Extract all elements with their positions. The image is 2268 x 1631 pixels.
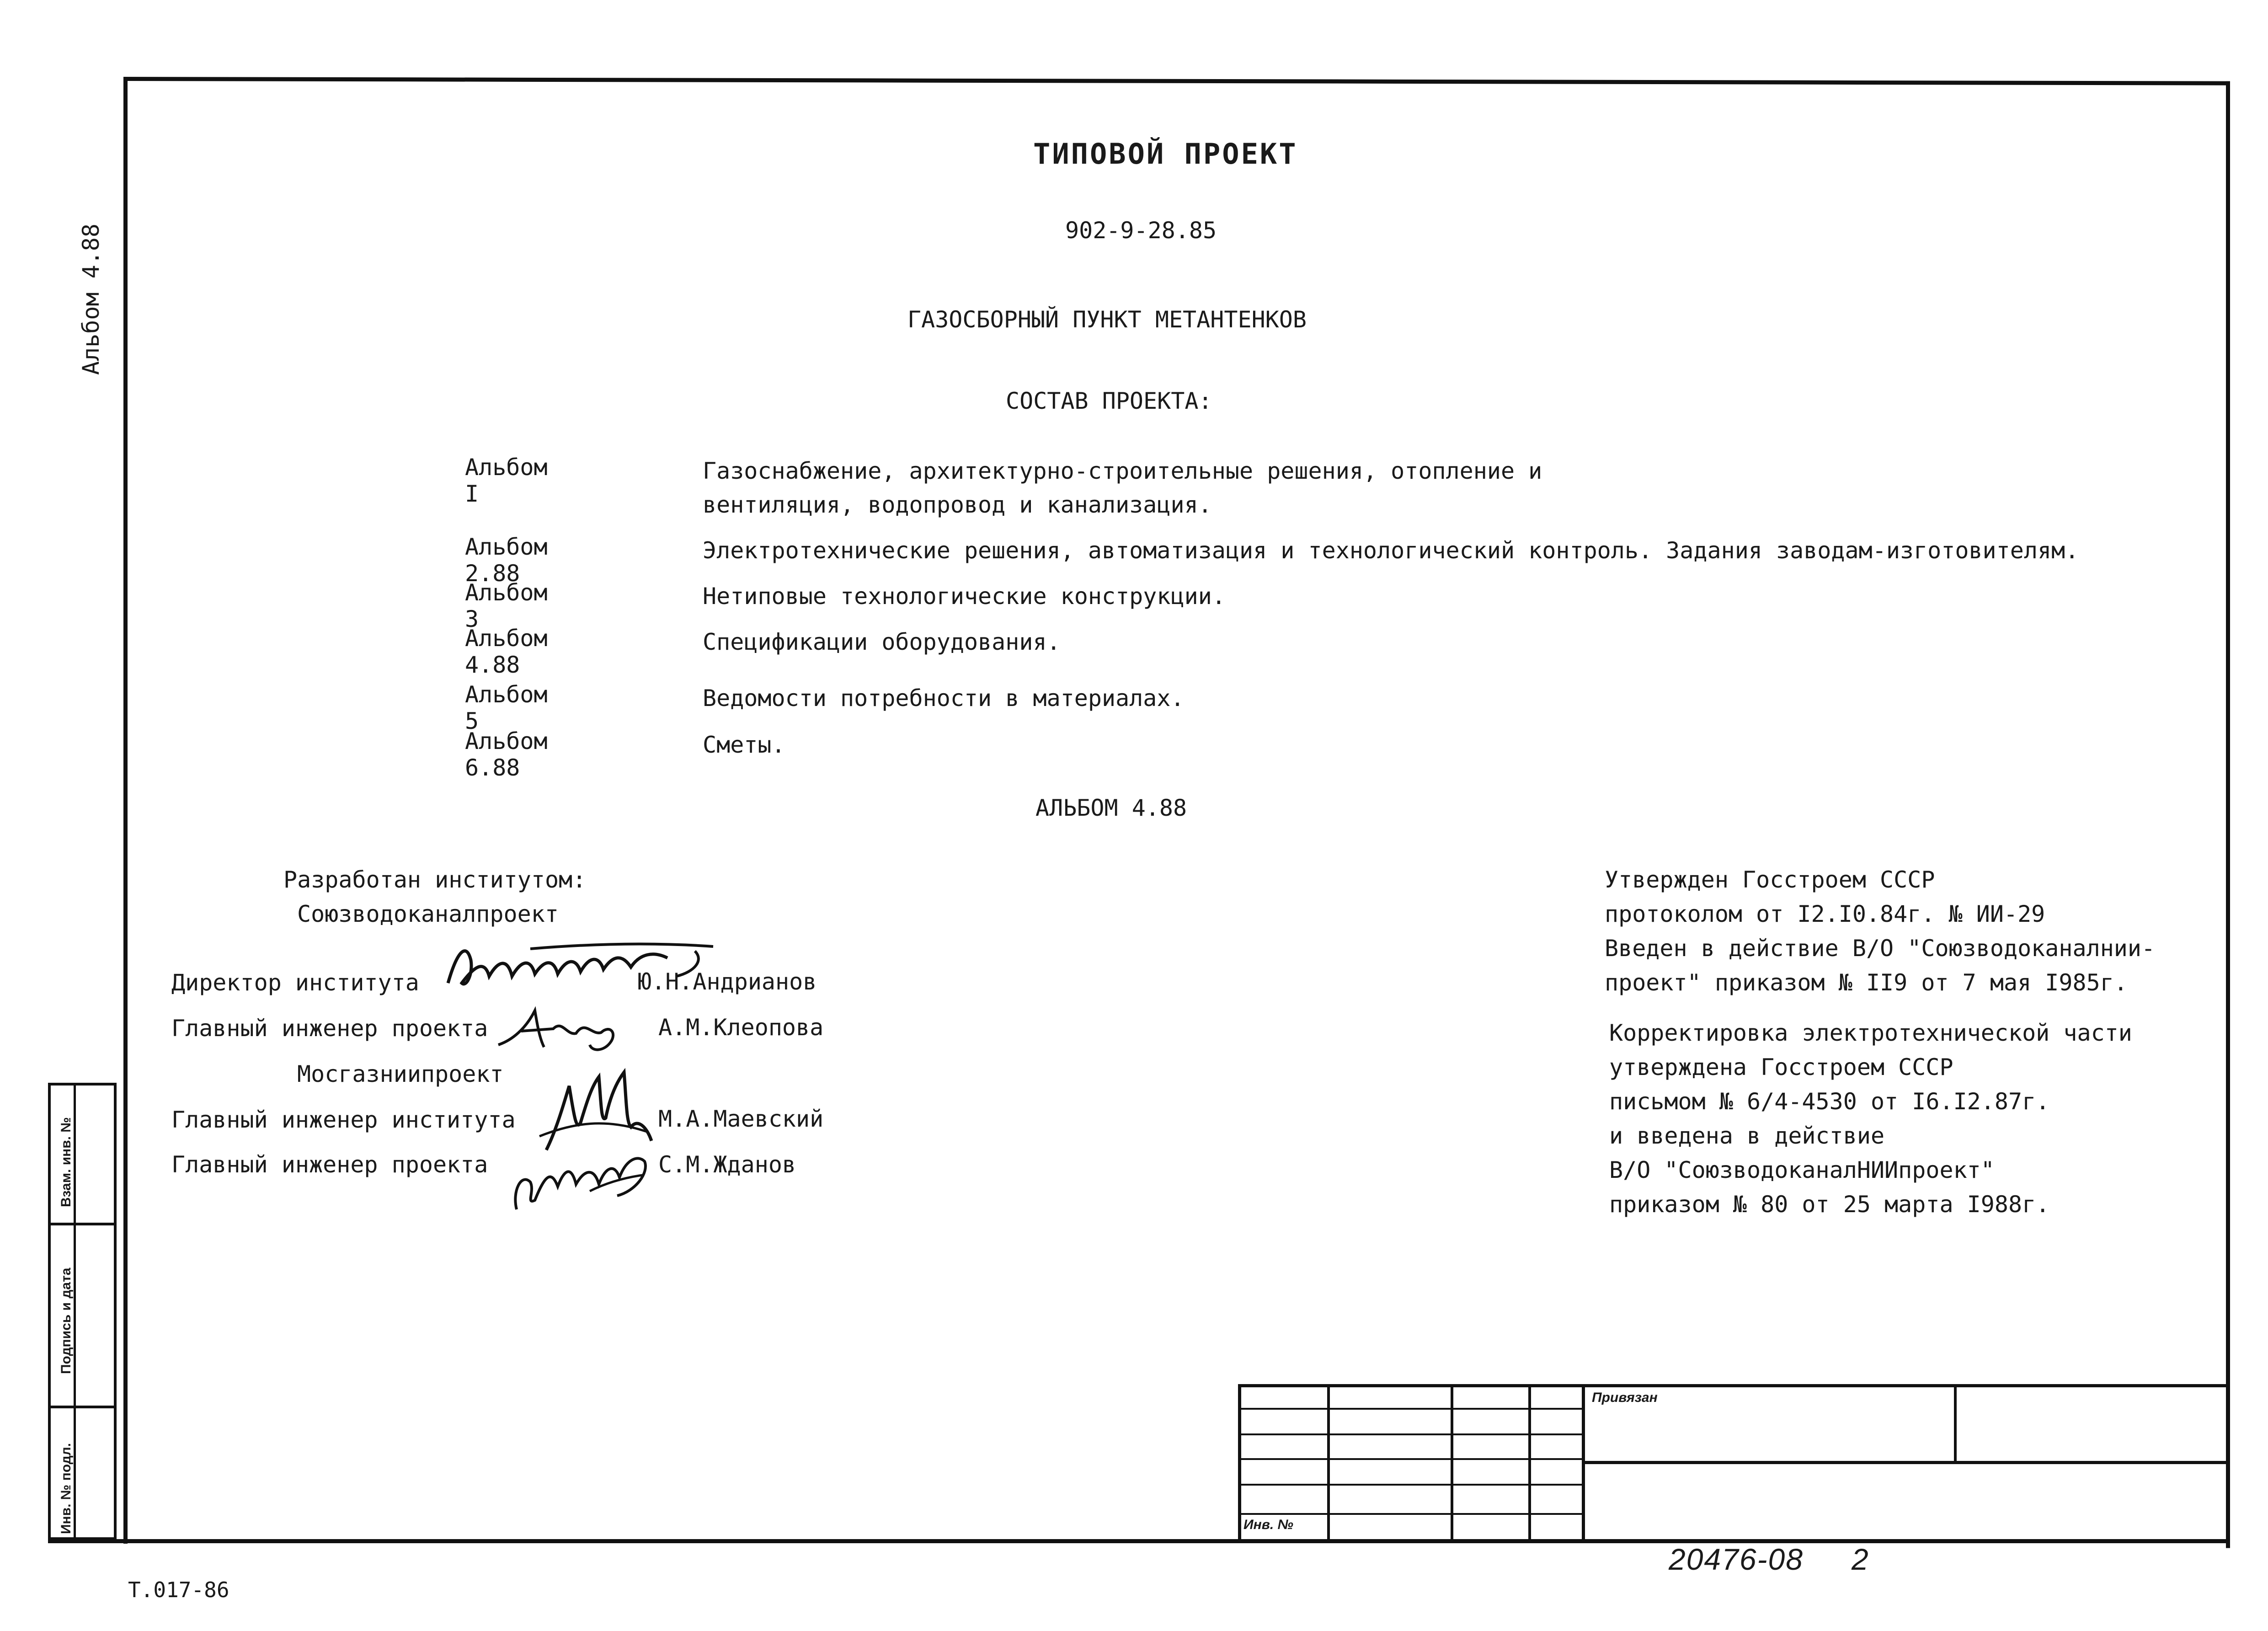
signatory-role: Главный инженер проекта xyxy=(171,1151,488,1178)
signatory-role: Директор института xyxy=(171,969,419,996)
signature-chief-engineer-2 xyxy=(507,1141,654,1219)
album-description xyxy=(703,579,1226,613)
album-label: Альбом 3 xyxy=(465,579,548,632)
title-block xyxy=(1238,1384,2230,1541)
correction-line: и введена в действие xyxy=(1609,1123,1885,1149)
album-description-line: Газоснабжение, архитектурно-строительные решения, отопление и xyxy=(703,458,1542,484)
contents-heading: СОСТАВ ПРОЕКТА: xyxy=(1006,388,1212,414)
correction-line: В/О "СоюзводоканалНИИпроект" xyxy=(1609,1157,1995,1183)
current-album: АЛЬБОМ 4.88 xyxy=(1035,795,1187,821)
correction-line: Корректировка электротехнической части xyxy=(1609,1020,2132,1046)
album-description xyxy=(703,681,1185,715)
signatory-name: Ю.Н.Андрианов xyxy=(638,968,817,995)
project-subject: ГАЗОСБОРНЫЙ ПУНКТ МЕТАНТЕНКОВ xyxy=(907,306,1307,333)
album-description-line: Электротехнические решения, автоматизация и технологический контроль. Задания заводам-изготовителям. xyxy=(703,537,2079,564)
document-title: ТИПОВОЙ ПРОЕКТ xyxy=(1033,137,1298,171)
side-album-label: Альбом 4.88 xyxy=(78,223,104,375)
developer-label: Разработан институтом: xyxy=(283,866,587,893)
stamp-attached-label: Привязан xyxy=(1592,1390,1658,1405)
strip-field-signature-date: Подпись и дата xyxy=(59,1267,74,1374)
page-number: 2 xyxy=(1852,1542,1869,1576)
signatory-name: А.М.Клеопова xyxy=(658,1014,824,1041)
album-description-line: Спецификации оборудования. xyxy=(703,629,1061,655)
album-label: Альбом 2.88 xyxy=(465,534,548,587)
album-description-line: Ведомости потребности в материалах. xyxy=(703,685,1185,711)
signature-director xyxy=(439,933,731,1001)
approval-line: протоколом от I2.I0.84г. № ИИ-29 xyxy=(1605,901,2045,927)
correction-line: приказом № 80 от 25 марта I988г. xyxy=(1609,1191,2050,1218)
signatory-role: Главный инженер института xyxy=(171,1107,516,1133)
album-description xyxy=(703,534,2079,567)
project-number: 902-9-28.85 xyxy=(1065,217,1217,244)
signatory-name: С.М.Жданов xyxy=(658,1151,796,1178)
album-label: Альбом 4.88 xyxy=(465,625,548,678)
sheet-code: 20476-08 xyxy=(1669,1542,1804,1576)
correction-line: письмом № 6/4-4530 от I6.I2.87г. xyxy=(1609,1088,2050,1115)
approval-line: Введен в действие В/О "Союзводоканалнии- xyxy=(1605,935,2156,962)
album-label: Альбом I xyxy=(465,454,548,507)
signature-chief-engineer-1 xyxy=(494,997,640,1056)
form-code: Т.017-86 xyxy=(128,1578,229,1602)
album-label: Альбом 6.88 xyxy=(465,728,548,781)
signatory-name: М.А.Маевский xyxy=(658,1106,824,1132)
second-institute: Мосгазниипроект xyxy=(297,1061,504,1087)
album-description-line: Нетиповые технологические конструкции. xyxy=(703,583,1226,610)
stamp-inv-label: Инв. № xyxy=(1243,1517,1293,1532)
album-description-line: Сметы. xyxy=(703,732,785,758)
signatory-role: Главный инженер проекта xyxy=(171,1015,488,1042)
album-label: Альбом 5 xyxy=(465,681,548,734)
album-description xyxy=(703,454,1542,522)
album-description-line: вентиляция, водопровод и канализация. xyxy=(703,492,1212,518)
strip-divider xyxy=(51,1223,114,1225)
correction-line: утверждена Госстроем СССР xyxy=(1609,1054,1953,1080)
approval-line: проект" приказом № II9 от 7 мая I985г. xyxy=(1605,969,2128,996)
approval-line: Утвержден Госстроем СССР xyxy=(1605,866,1935,893)
album-description xyxy=(703,625,1061,659)
strip-field-replaced-inv: Взам. инв. № xyxy=(59,1117,74,1207)
strip-field-original-inv: Инв. № подл. xyxy=(59,1443,74,1534)
album-description xyxy=(703,728,785,762)
developer-institute: Союзводоканалпроект xyxy=(297,901,559,927)
strip-divider xyxy=(51,1406,114,1408)
